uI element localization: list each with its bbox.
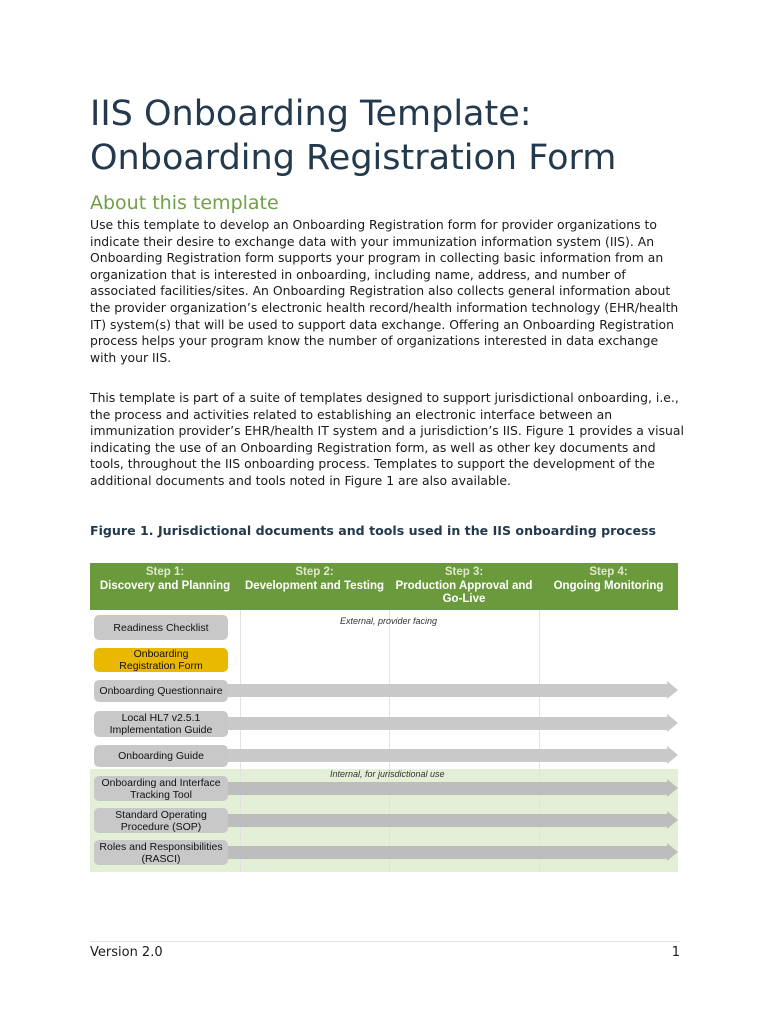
section-heading: About this template [90,192,279,214]
arrow-rasci [228,846,668,859]
page-number: 1 [671,945,680,960]
column-divider [539,610,540,872]
doc-rasci: Roles and Responsibilities (RASCI) [94,840,228,865]
doc-local-hl7-guide: Local HL7 v2.5.1 Implementation Guide [94,711,228,737]
step-1-label: Discovery and Planning [99,579,231,592]
title-line-2: Onboarding Registration Form [90,138,617,178]
footer-divider [90,941,680,942]
step-3-header [389,563,539,610]
step-4-header [539,563,678,610]
doc-onboarding-registration-form [94,648,228,672]
doc-onboarding-questionnaire: Onboarding Questionnaire [94,680,228,702]
internal-zone-note: Internal, for jurisdictional use [330,769,445,779]
figure-caption: Figure 1. Jurisdictional documents and tools used in the IIS onboarding process [90,523,656,538]
arrow-sop [228,814,668,827]
step-4-label: Ongoing Monitoring [553,579,664,592]
step-3-label: Production Approval and Go-Live [395,579,533,605]
step-1-header [90,563,240,610]
external-zone-note: External, provider facing [340,616,438,626]
doc-sop: Standard Operating Procedure (SOP) [94,808,228,833]
arrow-implementation-guide [228,717,668,730]
onboarding-figure [90,563,678,872]
step-3-number: Step 3: [444,566,484,578]
column-divider [240,610,241,872]
step-4-number: Step 4: [589,566,628,578]
step-1-number: Step 1: [145,566,185,578]
suite-paragraph: This template is part of a suite of templates designed to support jurisdictional onboarding, i.e., the process and activities related to establishing an electronic interface between an immunization provider’s EHR/health IT system and a jurisdiction’s IIS. Figure 1 provides a visual indicating the use of an Onboarding Registration form, as well as other key documents and tools, throughout the IIS onboarding process. Templates to support the development of the additional documents and tools noted in Figure 1 are also available. [90,390,684,488]
title-line-1: IIS Onboarding Template: [90,94,532,134]
intro-paragraph: Use this template to develop an Onboarding Registration form for provider organizations to indicate their desire to exchange data with your immunization information system (IIS). An Onboarding Registration form supports your program in collecting basic information from an organization that is interested in onboarding, including name, address, and number of associated facilities/sites. An Onboarding Registration also collects general information about the provider organization’s electronic health record/health information technology (EHR/health IT) system(s) that will be used to support data exchange. Offering an Onboarding Registration process helps your program know the number of organizations interested in data exchange with your IIS. [90,217,679,365]
step-2-header [240,563,389,610]
arrow-onboarding-guide [228,749,668,762]
step-2-number: Step 2: [295,566,334,578]
footer-version: Version 2.0 [90,945,163,960]
arrow-tracking-tool [228,782,668,795]
doc-readiness-checklist: Readiness Checklist [94,615,228,640]
arrow-onboarding-questionnaire [228,684,668,697]
doc-onboarding-registration-form-label: Onboarding Registration Form [119,648,203,672]
step-2-label: Development and Testing [244,579,385,592]
doc-onboarding-guide: Onboarding Guide [94,745,228,767]
page-title [90,92,710,180]
doc-tracking-tool: Onboarding and Interface Tracking Tool [94,776,228,801]
column-divider [389,610,390,872]
